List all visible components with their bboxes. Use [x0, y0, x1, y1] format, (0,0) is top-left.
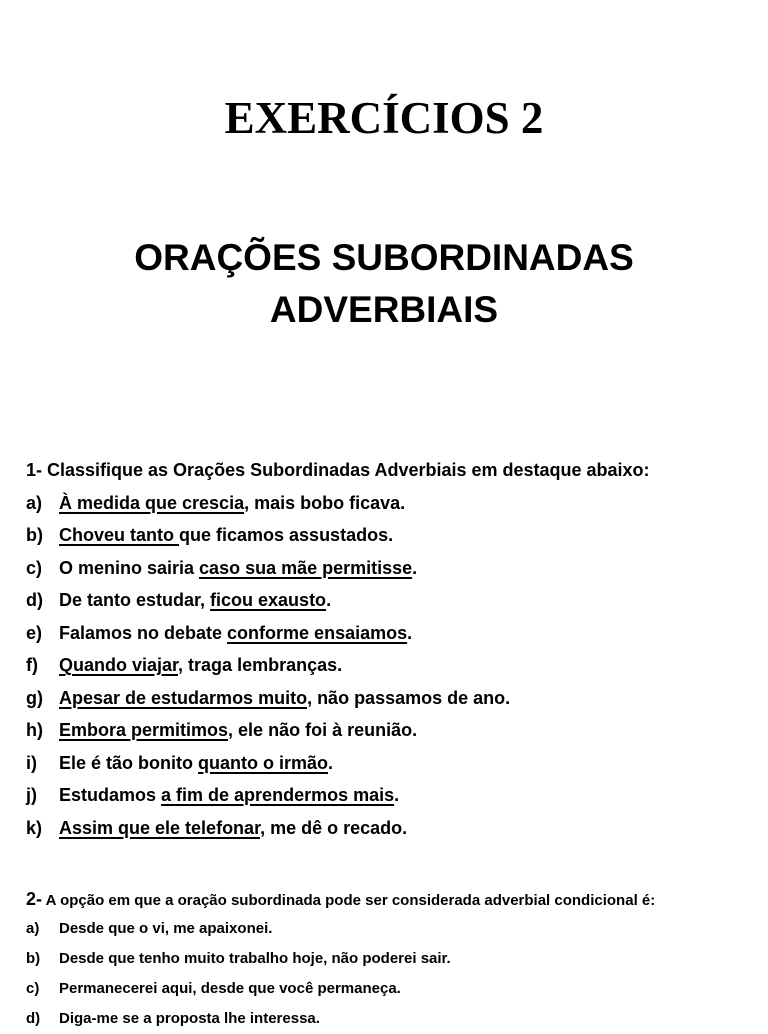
item-highlighted-clause: caso sua mãe permitisse — [199, 557, 413, 578]
option-text: Desde que o vi, me apaixonei. — [59, 920, 273, 937]
item-text-after: , traga lembranças. — [178, 655, 343, 675]
item-letter: j) — [26, 785, 37, 805]
item-letter: a) — [26, 492, 43, 513]
question-1-item-j — [26, 779, 756, 812]
question-2-option-d — [26, 1004, 756, 1034]
item-text-before: Estudamos — [59, 785, 162, 805]
page-title: EXERCÍCIOS 2 — [224, 93, 544, 143]
item-highlighted-clause: Assim que ele telefonar — [59, 817, 261, 838]
option-letter: d) — [26, 1010, 41, 1027]
question-2-prompt-text: A opção em que a oração subordinada pode ser considerada adverbial condicional é: — [42, 892, 656, 909]
question-1-item-e — [26, 617, 756, 650]
item-letter: d) — [26, 590, 43, 610]
question-1-item-b — [26, 519, 756, 552]
question-2-option-b — [26, 944, 756, 974]
question-1-item-a — [26, 487, 756, 520]
item-text-after: , não passamos de ano. — [307, 687, 511, 708]
item-text — [59, 649, 342, 682]
item-text-before: Ele é tão bonito — [59, 752, 199, 773]
item-text-after: , me dê o recado. — [260, 817, 408, 838]
item-letter: i) — [26, 752, 37, 773]
subtitle-line-2: ADVERBIAIS — [269, 289, 499, 330]
item-text — [59, 714, 417, 747]
item-highlighted-clause: Quando viajar — [59, 655, 179, 675]
item-text — [59, 487, 405, 520]
item-highlighted-clause: a fim de aprendermos mais — [161, 785, 395, 805]
question-1-prompt: 1- Classifique as Orações Subordinadas Adverbiais em destaque abaixo: — [26, 460, 650, 480]
item-highlighted-clause: conforme ensaiamos — [227, 622, 408, 643]
item-text-after: . — [326, 590, 332, 610]
question-1-item-f — [26, 649, 756, 682]
item-text — [59, 584, 331, 617]
item-highlighted-clause: À medida que crescia — [59, 492, 245, 513]
item-text — [59, 617, 412, 650]
item-text-after: . — [407, 622, 413, 643]
item-highlighted-clause: Embora permitimos — [59, 720, 229, 740]
item-text-before: O menino sairia — [59, 557, 200, 578]
item-text — [59, 682, 510, 715]
question-2 — [26, 884, 756, 1034]
item-text-after: . — [412, 557, 418, 578]
item-text-after: que ficamos assustados. — [179, 525, 394, 545]
item-text — [59, 552, 417, 585]
option-letter: b) — [26, 950, 41, 967]
option-text: Desde que tenho muito trabalho hoje, não poderei sair. — [59, 950, 451, 967]
item-letter: f) — [26, 655, 38, 675]
item-text-after: , ele não foi à reunião. — [228, 720, 418, 740]
item-letter: k) — [26, 817, 43, 838]
item-letter: g) — [26, 687, 43, 708]
item-text-before: Falamos no debate — [59, 622, 228, 643]
question-1-item-h — [26, 714, 756, 747]
item-highlighted-clause: Choveu tanto — [59, 525, 179, 545]
question-1-item-i — [26, 747, 756, 780]
question-2-option-a — [26, 914, 756, 944]
item-highlighted-clause: Apesar de estudarmos muito — [59, 687, 308, 708]
question-1-item-c — [26, 552, 756, 585]
option-text: Permanecerei aqui, desde que você permaneça. — [59, 980, 401, 997]
item-highlighted-clause: ficou exausto — [210, 590, 327, 610]
option-letter: a) — [26, 920, 40, 937]
item-letter: b) — [26, 525, 43, 545]
question-1 — [26, 454, 756, 844]
item-letter: e) — [26, 622, 43, 643]
page-subtitle — [0, 232, 768, 336]
item-text-after: , mais bobo ficava. — [244, 492, 406, 513]
item-text-before: De tanto estudar, — [59, 590, 211, 610]
item-letter: c) — [26, 557, 43, 578]
item-text — [59, 519, 393, 552]
option-text: Diga-me se a proposta lhe interessa. — [59, 1010, 320, 1027]
item-text — [59, 747, 333, 780]
question-2-prompt — [26, 884, 756, 914]
subtitle-line-1: ORAÇÕES SUBORDINADAS — [134, 237, 634, 278]
item-text-after: . — [328, 752, 334, 773]
item-text — [59, 779, 399, 812]
item-text — [59, 812, 407, 845]
question-1-item-g — [26, 682, 756, 715]
item-highlighted-clause: quanto o irmão — [198, 752, 329, 773]
item-text-after: . — [394, 785, 400, 805]
question-2-number: 2- — [26, 889, 43, 909]
option-letter: c) — [26, 980, 40, 997]
question-1-item-d — [26, 584, 756, 617]
item-letter: h) — [26, 720, 43, 740]
question-1-item-k — [26, 812, 756, 845]
question-2-option-c — [26, 974, 756, 1004]
